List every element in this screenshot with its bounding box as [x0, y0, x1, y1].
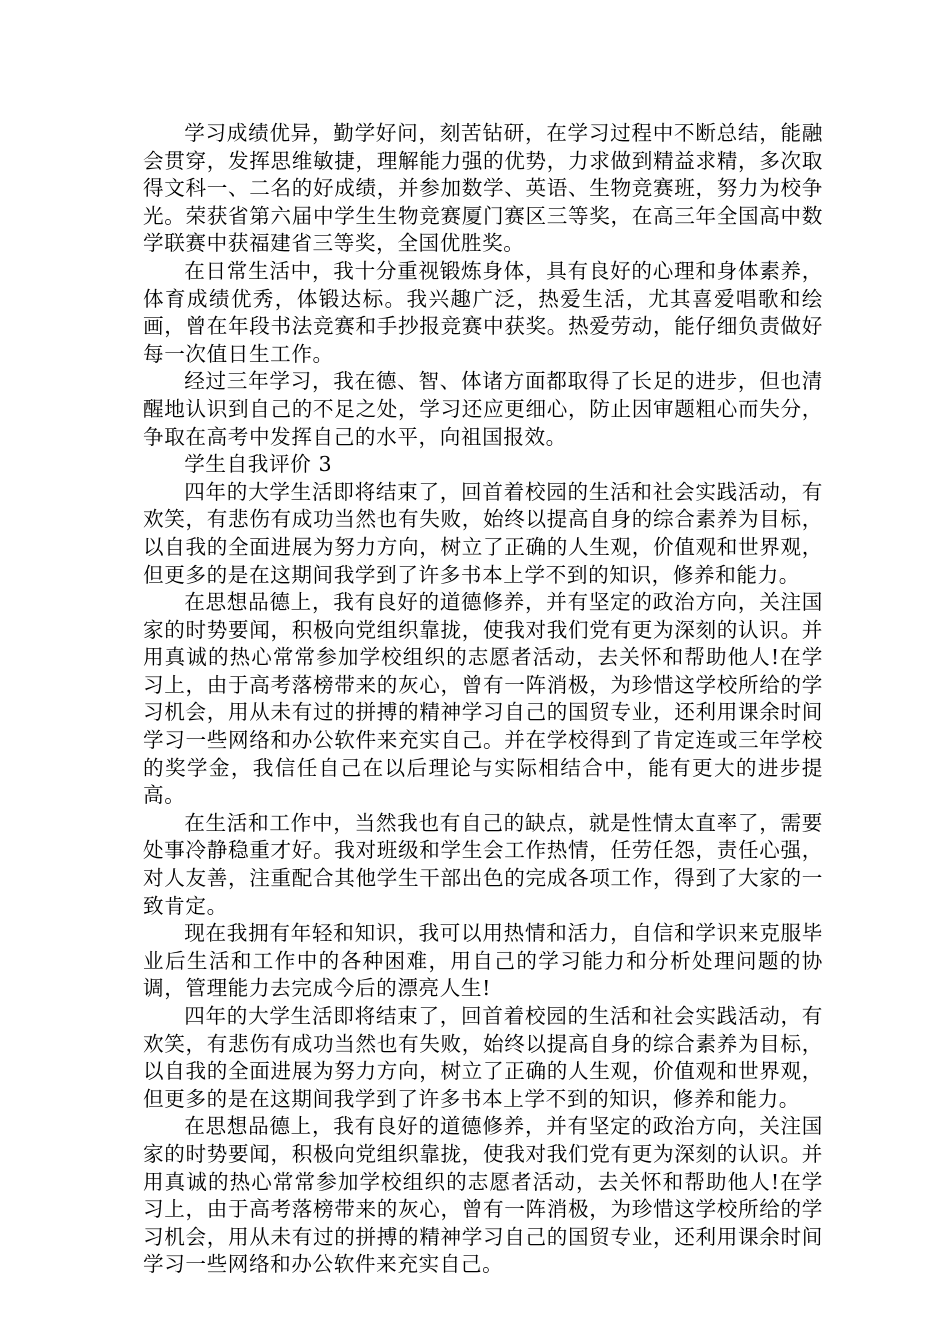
paragraph-summary: 经过三年学习，我在德、智、体诸方面都取得了长足的进步，但也清醒地认识到自己的不足之处，学习还应更细心，防止因审题粗心而失分，争取在高考中发挥自己的水平，向祖国报效。	[143, 369, 823, 449]
section-heading: 学生自我评价 3	[184, 452, 333, 477]
document-page	[143, 120, 823, 1279]
paragraph-future: 现在我拥有年轻和知识，我可以用热情和活力，自信和学识来克服毕业后生活和工作中的各种困难，用自己的学习能力和分析处理问题的协调，管理能力去完成今后的漂亮人生!	[143, 921, 823, 1001]
paragraph-university-life: 四年的大学生活即将结束了，回首着校园的生活和社会实践活动，有欢笑，有悲伤有成功当然也有失败，始终以提高自身的综合素养为目标，以自我的全面进展为努力方向，树立了正确的人生观，价值观和世界观，但更多的是在这期间我学到了许多书本上学不到的知识，修养和能力。	[143, 479, 823, 587]
paragraph-university-life-repeat: 四年的大学生活即将结束了，回首着校园的生活和社会实践活动，有欢笑，有悲伤有成功当然也有失败，始终以提高自身的综合素养为目标，以自我的全面进展为努力方向，树立了正确的人生观，价值观和世界观，但更多的是在这期间我学到了许多书本上学不到的知识，修养和能力。	[143, 1004, 823, 1111]
paragraph-moral-character-repeat: 在思想品德上，我有良好的道德修养，并有坚定的政治方向，关注国家的时势要闻，积极向党组织靠拢，使我对我们党有更为深刻的认识。并用真诚的热心常常参加学校组织的志愿者活动，去关怀和帮助他人!在学习上，由于高考落榜带来的灰心，曾有一阵消极，为珍惜这学校所给的学习机会，用从未有过的拼搏的精神学习自己的国贸专业，还利用课余时间学习一些网络和办公软件来充实自己。	[143, 1114, 823, 1277]
paragraph-academic: 学习成绩优异，勤学好问，刻苦钻研，在学习过程中不断总结，能融会贯穿，发挥思维敏捷，理解能力强的优势，力求做到精益求精，多次取得文科一、二名的好成绩，并参加数学、英语、生物竞赛班，努力为校争光。荣获省第六届中学生生物竞赛厦门赛区三等奖，在高三年全国高中数学联赛中获福建省三等奖，全国优胜奖。	[143, 121, 823, 256]
paragraph-moral-character: 在思想品德上，我有良好的道德修养，并有坚定的政治方向，关注国家的时势要闻，积极向党组织靠拢，使我对我们党有更为深刻的认识。并用真诚的热心常常参加学校组织的志愿者活动，去关怀和帮助他人!在学习上，由于高考落榜带来的灰心，曾有一阵消极，为珍惜这学校所给的学习机会，用从未有过的拼搏的精神学习自己的国贸专业，还利用课余时间学习一些网络和办公软件来充实自己。并在学校得到了肯定连或三年学校的奖学金，我信任自己在以后理论与实际相结合中，能有更大的进步提高。	[143, 590, 823, 808]
paragraph-life-work: 在生活和工作中，当然我也有自己的缺点，就是性情太直率了，需要处事冷静稳重才好。我对班级和学生会工作热情，任劳任怨，责任心强，对人友善，注重配合其他学生干部出色的完成各项工作，得到了大家的一致肯定。	[143, 810, 823, 918]
paragraph-daily-life: 在日常生活中，我十分重视锻炼身体，具有良好的心理和身体素养，体育成绩优秀，体锻达标。我兴趣广泛，热爱生活，尤其喜爱唱歌和绘画，曾在年段书法竞赛和手抄报竞赛中获奖。热爱劳动，能仔细负责做好每一次值日生工作。	[143, 258, 823, 366]
